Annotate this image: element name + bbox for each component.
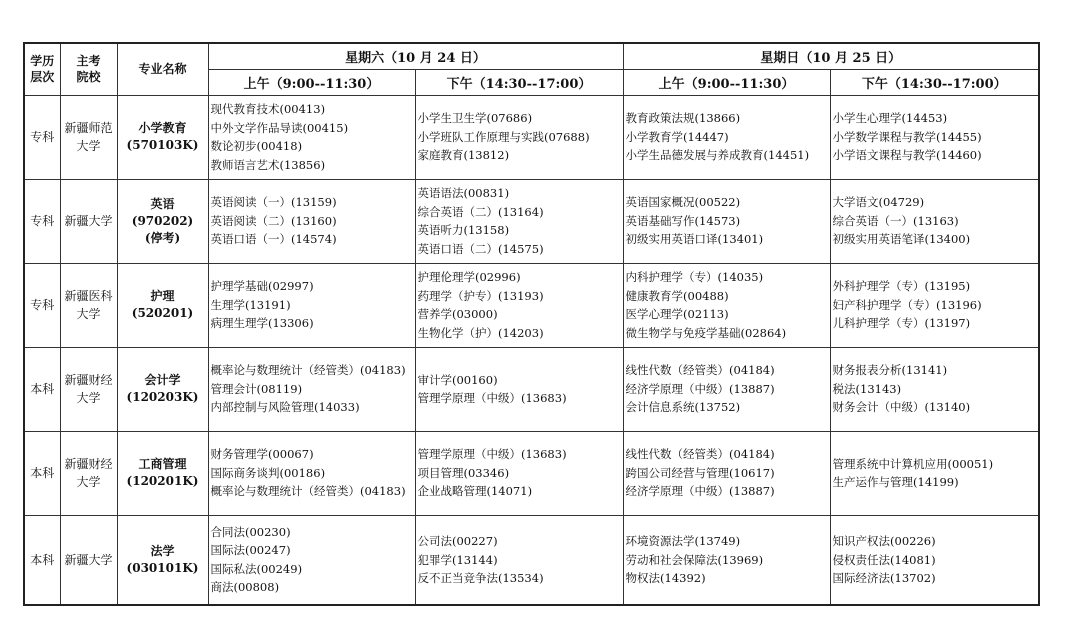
subject-item: 小学语文课程与教学(14460) xyxy=(832,148,982,163)
subject-item: 营养学(03000) xyxy=(417,307,498,321)
major-cell xyxy=(117,263,208,347)
subjects-sat-am xyxy=(208,263,415,347)
major-cell xyxy=(117,347,208,431)
subject-item: 小学生品德发展与养成教育(14451) xyxy=(625,148,810,163)
subject-item: 综合英语（二）(13164) xyxy=(417,204,544,219)
subject-item: 商法(00808) xyxy=(210,580,280,595)
subject-item: 管理学原理（中级）(13683) xyxy=(417,391,567,405)
header-level: 学历 层次 xyxy=(24,43,60,95)
header-school: 主考 院校 xyxy=(60,43,117,95)
subjects-sun-am xyxy=(623,431,830,515)
school-cell: 新疆医科大学 xyxy=(60,263,117,347)
subject-item: 综合英语（一）(13163) xyxy=(832,213,959,228)
subject-item: 药理学（护专）(13193) xyxy=(417,288,544,303)
subjects-sat-am xyxy=(208,515,415,605)
table-row xyxy=(24,431,1039,515)
table-row xyxy=(24,263,1039,347)
subject-item: 小学生卫生学(07686) xyxy=(417,111,533,126)
subject-item: 经济学原理（中级）(13887) xyxy=(625,381,775,396)
subject-item: 生物化学（护）(14203) xyxy=(417,325,544,340)
subject-item: 管理系统中计算机应用(00051) xyxy=(832,456,994,471)
subject-item: 健康教育学(00488) xyxy=(625,288,729,303)
subjects-sun-pm xyxy=(830,95,1039,179)
subject-item: 小学班队工作原理与实践(07688) xyxy=(417,129,590,144)
major-cell xyxy=(117,431,208,515)
subjects-sun-pm xyxy=(830,179,1039,263)
subject-item: 内科护理学（专）(14035) xyxy=(625,270,764,284)
header-sun-pm: 下午（14:30--17:00） xyxy=(830,69,1039,95)
subjects-sun-pm xyxy=(830,515,1039,605)
subject-item: 儿科护理学（专）(13197) xyxy=(832,316,971,331)
subject-item: 小学数学课程与教学(14455) xyxy=(832,129,982,144)
major-cell xyxy=(117,95,208,179)
subject-item: 小学生心理学(14453) xyxy=(832,111,948,126)
subject-item: 内部控制与风险管理(14033) xyxy=(210,400,360,415)
subjects-sun-pm xyxy=(830,263,1039,347)
major-code: (970202) xyxy=(131,213,194,228)
header-saturday: 星期六（10 月 24 日） xyxy=(208,43,623,69)
subject-item: 劳动和社会保障法(13969) xyxy=(625,552,764,567)
subject-item: 国际私法(00249) xyxy=(210,561,303,576)
subjects-sat-am xyxy=(208,95,415,179)
subject-item: 数论初步(00418) xyxy=(210,139,303,153)
school-cell: 新疆大学 xyxy=(60,179,117,263)
subject-item: 国际商务谈判(00186) xyxy=(210,465,326,480)
subject-item: 初级实用英语笔译(13400) xyxy=(832,232,971,247)
subject-item: 护理伦理学(02996) xyxy=(417,270,521,284)
subject-item: 护理学基础(02997) xyxy=(210,279,314,294)
subjects-sat-pm xyxy=(415,515,623,605)
subject-item: 财务会计（中级）(13140) xyxy=(832,400,971,415)
subjects-sat-am xyxy=(208,179,415,263)
subject-item: 概率论与数理统计（经管类）(04183) xyxy=(210,484,406,499)
subject-item: 审计学(00160) xyxy=(417,372,498,387)
subject-item: 线性代数（经管类）(04184) xyxy=(625,363,775,378)
school-cell: 新疆大学 xyxy=(60,515,117,605)
subject-item: 线性代数（经管类）(04184) xyxy=(625,447,775,462)
table-row xyxy=(24,515,1039,605)
level-cell: 本科 xyxy=(24,347,60,431)
subject-item: 跨国公司经营与管理(10617) xyxy=(625,465,775,480)
table-row xyxy=(24,179,1039,263)
subject-item: 医学心理学(02113) xyxy=(625,307,729,321)
header-sunday: 星期日（10 月 25 日） xyxy=(623,43,1039,69)
subject-item: 英语口语（一）(14574) xyxy=(210,232,337,247)
subject-item: 经济学原理（中级）(13887) xyxy=(625,484,775,499)
subject-item: 英语阅读（一）(13159) xyxy=(210,195,337,210)
subjects-sun-pm xyxy=(830,347,1039,431)
subjects-sun-am xyxy=(623,179,830,263)
subject-item: 生产运作与管理(14199) xyxy=(832,475,959,489)
subject-item: 英语基础写作(14573) xyxy=(625,213,741,228)
subject-item: 物权法(14392) xyxy=(625,571,706,585)
subjects-sat-pm xyxy=(415,179,623,263)
major-cell xyxy=(117,179,208,263)
major-code: (570103K) xyxy=(126,138,199,152)
subjects-sun-am xyxy=(623,95,830,179)
subject-item: 现代教育技术(00413) xyxy=(210,102,326,116)
subject-item: 知识产权法(00226) xyxy=(832,534,936,548)
subjects-sun-am xyxy=(623,347,830,431)
major-code: (030101K) xyxy=(126,560,199,575)
major-name: 护理 xyxy=(150,289,175,303)
subject-item: 企业战略管理(14071) xyxy=(417,484,533,499)
major-name: 英语 xyxy=(150,196,175,211)
major-code: (120201K) xyxy=(126,474,199,488)
subject-item: 教育政策法规(13866) xyxy=(625,111,741,126)
major-name: 工商管理 xyxy=(138,457,187,471)
subject-item: 管理学原理（中级）(13683) xyxy=(417,447,567,462)
major-name: 法学 xyxy=(150,543,175,558)
major-code: (120203K) xyxy=(126,390,199,404)
subjects-sun-am xyxy=(623,515,830,605)
subjects-sun-am xyxy=(623,263,830,347)
subject-item: 概率论与数理统计（经管类）(04183) xyxy=(210,363,406,378)
level-cell: 本科 xyxy=(24,431,60,515)
subjects-sun-pm xyxy=(830,431,1039,515)
subject-item: 财务管理学(00067) xyxy=(210,447,314,462)
subject-item: 外科护理学（专）(13195) xyxy=(832,279,971,294)
subjects-sat-pm xyxy=(415,263,623,347)
subject-item: 英语口语（二）(14575) xyxy=(417,241,544,256)
major-note: (停考) xyxy=(144,230,181,245)
subject-item: 中外文学作品导读(00415) xyxy=(210,120,349,135)
subject-item: 犯罪学(13144) xyxy=(417,552,498,567)
major-cell xyxy=(117,515,208,605)
header-major: 专业名称 xyxy=(117,43,208,95)
subject-item: 教师语言艺术(13856) xyxy=(210,157,326,172)
subject-item: 英语阅读（二）(13160) xyxy=(210,213,337,228)
subject-item: 国际经济法(13702) xyxy=(832,571,936,585)
subjects-sat-pm xyxy=(415,347,623,431)
subject-item: 病理生理学(13306) xyxy=(210,316,314,331)
subject-item: 侵权责任法(14081) xyxy=(832,552,936,567)
subjects-sat-am xyxy=(208,431,415,515)
subject-item: 生理学(13191) xyxy=(210,297,291,312)
subject-item: 国际法(00247) xyxy=(210,543,291,558)
level-cell: 本科 xyxy=(24,515,60,605)
major-code: (520201) xyxy=(131,306,194,320)
level-cell: 专科 xyxy=(24,95,60,179)
level-cell: 专科 xyxy=(24,263,60,347)
subject-item: 会计信息系统(13752) xyxy=(625,400,741,415)
subjects-sat-am xyxy=(208,347,415,431)
major-name: 会计学 xyxy=(144,373,181,387)
subject-item: 英语语法(00831) xyxy=(417,186,510,200)
schedule-table xyxy=(23,42,1040,606)
subject-item: 初级实用英语口译(13401) xyxy=(625,232,764,247)
school-cell: 新疆财经大学 xyxy=(60,431,117,515)
subjects-sat-pm xyxy=(415,431,623,515)
table-row xyxy=(24,95,1039,179)
subject-item: 家庭教育(13812) xyxy=(417,148,510,163)
exam-schedule xyxy=(23,42,1040,606)
subject-item: 妇产科护理学（专）(13196) xyxy=(832,297,982,312)
subject-item: 税法(13143) xyxy=(832,381,902,396)
subjects-sat-pm xyxy=(415,95,623,179)
header-sat-pm: 下午（14:30--17:00） xyxy=(415,69,623,95)
subject-item: 微生物学与免疫学基础(02864) xyxy=(625,325,787,340)
level-cell: 专科 xyxy=(24,179,60,263)
subject-item: 管理会计(08119) xyxy=(210,381,303,396)
subject-item: 合同法(00230) xyxy=(210,524,291,539)
subject-item: 英语国家概况(00522) xyxy=(625,195,741,210)
school-cell: 新疆财经大学 xyxy=(60,347,117,431)
subject-item: 财务报表分析(13141) xyxy=(832,363,948,378)
subject-item: 公司法(00227) xyxy=(417,534,498,548)
subject-item: 反不正当竞争法(13534) xyxy=(417,571,544,585)
subject-item: 英语听力(13158) xyxy=(417,223,510,237)
subject-item: 项目管理(03346) xyxy=(417,465,510,480)
subject-item: 大学语文(04729) xyxy=(832,195,925,210)
table-row xyxy=(24,347,1039,431)
subject-item: 环境资源法学(13749) xyxy=(625,534,741,548)
school-cell: 新疆师范大学 xyxy=(60,95,117,179)
header-sat-am: 上午（9:00--11:30） xyxy=(208,69,415,95)
subject-item: 小学教育学(14447) xyxy=(625,129,729,144)
header-sun-am: 上午（9:00--11:30） xyxy=(623,69,830,95)
major-name: 小学教育 xyxy=(138,121,187,135)
